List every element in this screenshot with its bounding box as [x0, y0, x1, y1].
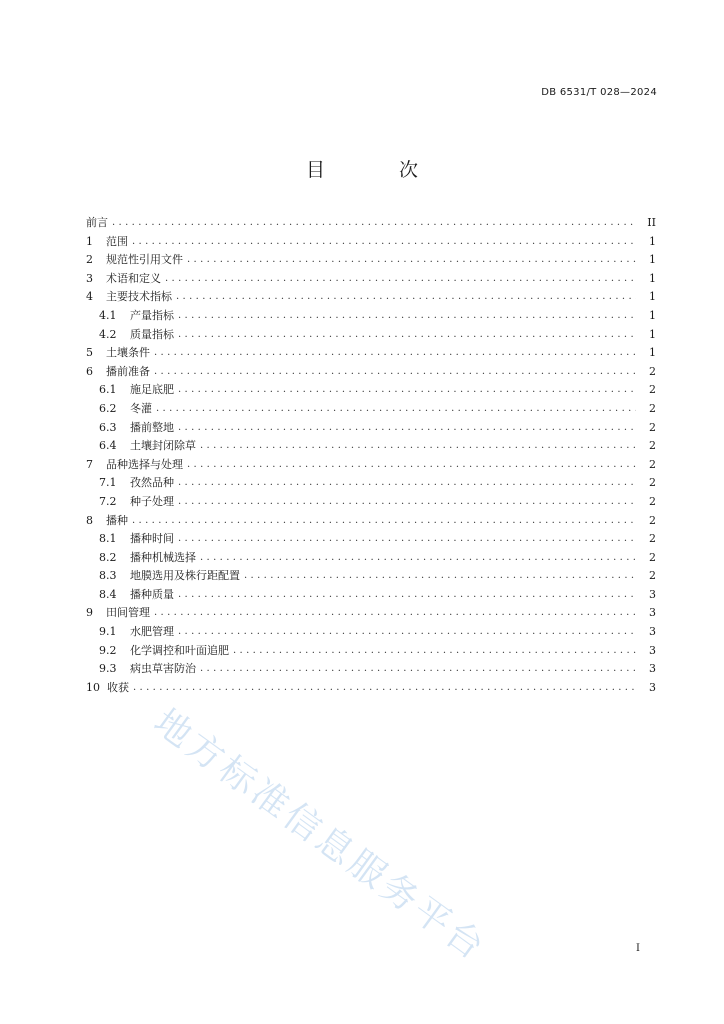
toc-entry[interactable] [86, 660, 656, 679]
toc-entry-label: 范围 [106, 234, 128, 248]
toc-entry[interactable] [86, 493, 656, 512]
toc-entry-number: 8.2 [99, 550, 117, 564]
toc-leader-dots [133, 679, 636, 698]
toc-leader-dots [154, 363, 636, 382]
toc-entry-page: 2 [649, 513, 656, 527]
document-code: DB 6531/T 028—2024 [541, 87, 657, 98]
toc-entry-number: 9.1 [99, 625, 117, 639]
toc-entry-number: 2 [86, 253, 93, 267]
toc-entry[interactable] [86, 270, 656, 289]
toc-entry[interactable] [86, 400, 656, 419]
toc-entry-number: 8 [86, 513, 93, 527]
toc-entry-number: 9.2 [99, 643, 117, 657]
toc-entry-page: 1 [649, 253, 656, 267]
toc-entry-page: II [647, 216, 656, 229]
toc-entry-label: 播种时间 [130, 532, 174, 546]
toc-entry[interactable] [86, 474, 656, 493]
toc-entry-label: 土壤封闭除草 [130, 439, 196, 453]
toc-entry-page: 2 [649, 569, 656, 583]
toc-entry-page: 2 [649, 420, 656, 434]
toc-entry[interactable] [86, 567, 656, 586]
toc-entry-label: 前言 [86, 216, 108, 229]
toc-entry-label: 收获 [107, 680, 129, 694]
toc-entry-number: 7.1 [99, 476, 117, 490]
toc-entry-number: 9.3 [99, 662, 117, 676]
toc-entry-page: 1 [649, 308, 656, 322]
toc-leader-dots [244, 567, 636, 586]
toc-entry-label: 化学调控和叶面追肥 [130, 643, 229, 657]
toc-leader-dots [154, 344, 636, 363]
page-title: 目 次 [305, 159, 453, 181]
toc-entry-page: 2 [649, 476, 656, 490]
toc-leader-dots [178, 326, 636, 345]
toc-entry[interactable] [86, 604, 656, 623]
toc-entry[interactable] [86, 381, 656, 400]
toc-entry[interactable] [86, 288, 656, 307]
toc-entry-page: 2 [649, 532, 656, 546]
toc-entry-page: 3 [649, 625, 656, 639]
toc-leader-dots [178, 586, 636, 605]
toc-entry-label: 种子处理 [130, 494, 174, 508]
toc-entry-label: 术语和定义 [106, 271, 161, 285]
toc-leader-dots [132, 512, 636, 531]
toc-entry-page: 3 [649, 662, 656, 676]
toc-entry-number: 8.4 [99, 587, 117, 601]
toc-entry-label: 地膜选用及株行距配置 [130, 569, 240, 583]
toc-entry-label: 播种 [106, 513, 128, 527]
toc-entry-page: 1 [649, 327, 656, 341]
toc-entry-number: 9 [86, 606, 93, 620]
toc-entry[interactable] [86, 307, 656, 326]
toc-leader-dots [178, 474, 636, 493]
toc-entry-label: 水肥管理 [130, 625, 174, 639]
toc-entry-label: 施足底肥 [130, 383, 174, 397]
toc-entry-number: 6.1 [99, 383, 117, 397]
toc-entry-number: 7 [86, 457, 93, 471]
toc-entry-label: 田间管理 [106, 606, 150, 620]
toc-entry-number: 6.3 [99, 420, 117, 434]
toc-entry-page: 3 [649, 606, 656, 620]
toc-entry-page: 2 [649, 550, 656, 564]
toc-entry-number: 5 [86, 346, 93, 360]
toc-entry[interactable] [86, 419, 656, 438]
toc-entry-page: 1 [649, 234, 656, 248]
toc-entry-page: 2 [649, 494, 656, 508]
toc-leader-dots [176, 288, 636, 307]
toc-entry-number: 8.3 [99, 569, 117, 583]
toc-leader-dots [187, 456, 636, 475]
toc-entry-number: 3 [86, 271, 93, 285]
toc-entry[interactable] [86, 344, 656, 363]
toc-entry[interactable] [86, 512, 656, 531]
toc-entry-label: 土壤条件 [106, 346, 150, 360]
toc-entry-number: 4.2 [99, 327, 117, 341]
toc-entry-label: 病虫草害防治 [130, 662, 196, 676]
toc-entry-page: 3 [649, 587, 656, 601]
toc-entry-label: 播种质量 [130, 587, 174, 601]
toc-entry-label: 规范性引用文件 [106, 253, 183, 267]
toc-entry[interactable] [86, 623, 656, 642]
toc-entry[interactable] [86, 530, 656, 549]
watermark: 地方标准信息服务平台 [146, 701, 494, 970]
toc-entry-number: 4.1 [99, 308, 117, 322]
toc-entry-number: 1 [86, 234, 93, 248]
toc-entry-page: 1 [649, 290, 656, 304]
toc-leader-dots [200, 437, 636, 456]
toc-leader-dots [178, 307, 636, 326]
toc-entry-page: 1 [649, 271, 656, 285]
toc-entry[interactable] [86, 214, 656, 233]
toc-entry-page: 2 [649, 383, 656, 397]
toc-entry-page: 1 [649, 346, 656, 360]
toc-leader-dots [112, 214, 636, 233]
toc-entry-number: 6.4 [99, 439, 117, 453]
toc-entry-label: 冬灌 [130, 401, 152, 415]
toc-entry-label: 孜然品种 [130, 476, 174, 490]
toc-entry[interactable] [86, 679, 656, 698]
toc-entry-number: 4 [86, 290, 93, 304]
toc-entry-label: 品种选择与处理 [106, 457, 183, 471]
toc-entry[interactable] [86, 642, 656, 661]
toc-entry-page: 2 [649, 457, 656, 471]
toc-entry[interactable] [86, 233, 656, 252]
toc-entry-page: 3 [649, 680, 656, 694]
page-number: I [636, 943, 640, 954]
toc-entry-label: 质量指标 [130, 327, 174, 341]
toc-leader-dots [165, 270, 636, 289]
toc-leader-dots [200, 660, 636, 679]
toc-leader-dots [233, 642, 636, 661]
toc-entry-label: 产量指标 [130, 308, 174, 322]
toc-entry-page: 2 [649, 439, 656, 453]
toc-leader-dots [187, 251, 636, 270]
toc-leader-dots [178, 530, 636, 549]
toc-entry-number: 10 [86, 680, 100, 694]
toc-leader-dots [132, 233, 636, 252]
toc-entry-number: 8.1 [99, 532, 117, 546]
toc-entry-page: 3 [649, 643, 656, 657]
toc-leader-dots [178, 381, 636, 400]
toc-entry[interactable] [86, 326, 656, 345]
toc-entry[interactable] [86, 549, 656, 568]
toc-leader-dots [178, 419, 636, 438]
toc-leader-dots [156, 400, 636, 419]
toc-leader-dots [154, 604, 636, 623]
toc-entry-label: 播前准备 [106, 364, 150, 378]
toc-leader-dots [200, 549, 636, 568]
toc-entry[interactable] [86, 586, 656, 605]
toc-entry-number: 6 [86, 364, 93, 378]
table-of-contents [86, 214, 656, 697]
toc-entry[interactable] [86, 456, 656, 475]
toc-entry-label: 播种机械选择 [130, 550, 196, 564]
toc-leader-dots [178, 493, 636, 512]
toc-entry[interactable] [86, 251, 656, 270]
toc-entry-page: 2 [649, 364, 656, 378]
toc-entry-number: 6.2 [99, 401, 117, 415]
toc-entry-label: 播前整地 [130, 420, 174, 434]
toc-leader-dots [178, 623, 636, 642]
toc-entry-page: 2 [649, 401, 656, 415]
toc-entry[interactable] [86, 437, 656, 456]
toc-entry-number: 7.2 [99, 494, 117, 508]
toc-entry-label: 主要技术指标 [106, 290, 172, 304]
toc-entry[interactable] [86, 363, 656, 382]
